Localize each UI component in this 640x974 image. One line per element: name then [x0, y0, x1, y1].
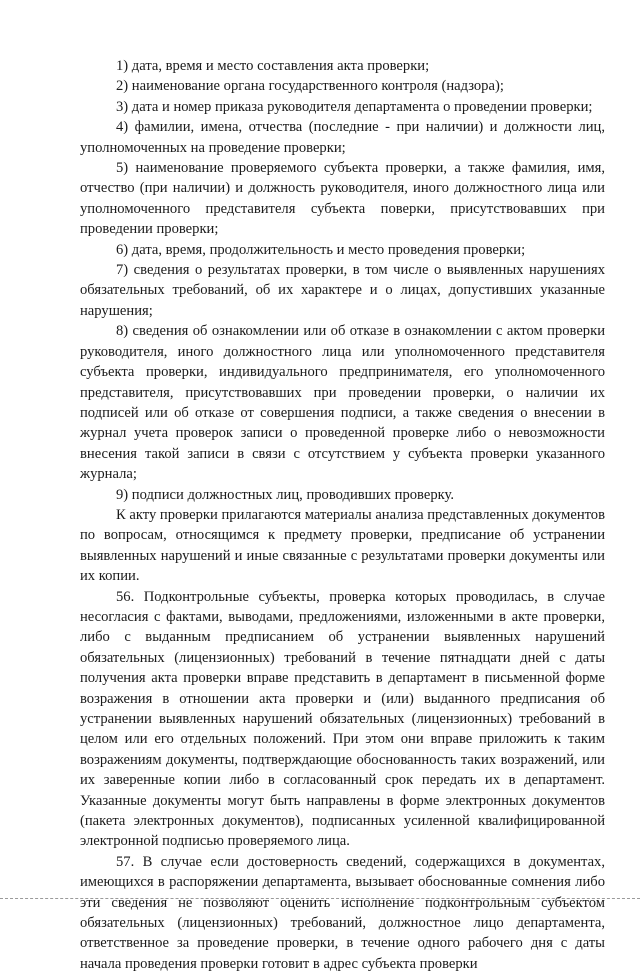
paragraph: 3) дата и номер приказа руководителя департамента о проведении проверки; [116, 98, 593, 115]
paragraph: 5) наименование проверяемого субъекта проверки, а также фамилия, имя, отчество (при наличии) и должность руководителя, иного должностного лица или уполномоченного представителя субъекта поверки, присутствовавших при проведении проверки; [80, 160, 605, 238]
paragraph: 4) фамилии, имена, отчества (последние - при наличии) и должности лиц, уполномоченных на проведение проверки; [80, 119, 605, 156]
paragraph: 56. Подконтрольные субъекты, проверка которых проводилась, в случае несогласия с фактами, выводами, предложениями, изложенными в акте проверки, либо с выданным предписанием об устранении выявленных нарушений обязательных (лицензионных) требований в течение пятнадцати дней с даты получения акта проверки вправе представить в департамент в письменной форме возражения в отношении акта проверки и (или) выданного предписания об устранении выявленных нарушений обязательных (лицензионных) требований в целом или его отдельных положений. При этом они вправе приложить к таким возражениям документы, подтверждающие обоснованность таких возражений, или их заверенные копии либо в согласованный срок передать их в департамент. Указанные документы могут быть направлены в форме электронных документов (пакета электронных документов), подписанных усиленной квалифицированной электронной подписью проверяемого лица. [80, 588, 605, 850]
paragraph: К акту проверки прилагаются материалы анализа представленных документов по вопросам, относящимся к предмету проверки, предписание об устранении выявленных нарушений и иные связанные с результатами проверки документы или их копии. [80, 506, 605, 585]
paragraph: 1) дата, время и место составления акта проверки; [116, 58, 430, 74]
paragraph: 57. В случае если достоверность сведений, содержащихся в документах, имеющихся в распоряжении департамента, вызывает обоснованные сомнения либо эти сведения не позволяют оценить исполнение подконтрольным субъектом обязательных (лицензионных) требований, должностное лицо департамента, ответственное за проведение проверки, в течение одного рабочего дня с даты начала проведения проверки готовит в адрес субъекта проверки [80, 853, 605, 972]
paragraph: 7) сведения о результатах проверки, в том числе о выявленных нарушениях обязательных требований, об их характере и о лицах, допустивших указанные нарушения; [80, 262, 605, 319]
paragraph: 2) наименование органа государственного контроля (надзора); [116, 78, 504, 95]
paragraph: 9) подписи должностных лиц, проводивших проверку. [116, 486, 454, 503]
paragraph: 6) дата, время, продолжительность и место проведения проверки; [116, 241, 526, 258]
document-page [80, 56, 605, 974]
page-edge-divider [0, 898, 640, 899]
paragraph: 8) сведения об ознакомлении или об отказе в ознакомлении с актом проверки руководителя, иного должностного лица или уполномоченного представителя субъекта проверки, индивидуального предпринимателя, его уполномоченного представителя, присутствовавших при проведении проверки, о наличии их подписей или об отказе от совершения подписи, а также сведения о внесении в журнал учета проверок записи о проведенной проверке либо о невозможности внесения такой записи в связи с отсутствием у субъекта проверки указанного журнала; [80, 323, 605, 483]
